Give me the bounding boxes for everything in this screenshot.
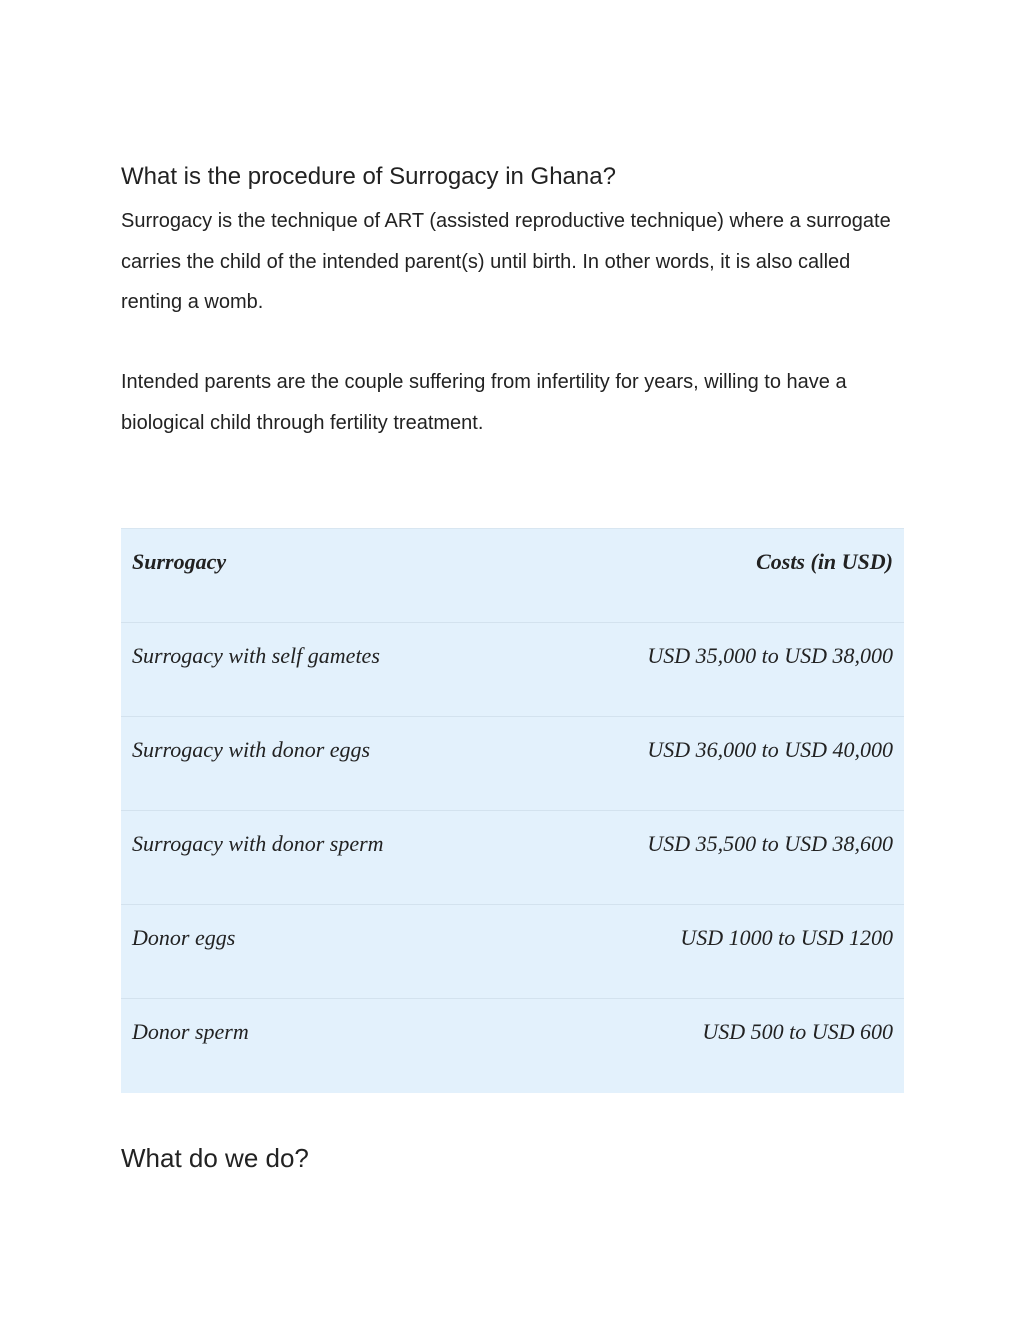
table-row [121,905,904,999]
table-row [121,717,904,811]
row-cost: USD 500 to USD 600 [517,999,904,1093]
surrogacy-cost-table [121,528,904,1093]
table-row [121,623,904,717]
what-we-do-heading: What do we do? [121,1143,309,1173]
row-cost: USD 1000 to USD 1200 [517,905,904,999]
row-label: Surrogacy with donor sperm [121,811,517,905]
row-label: Surrogacy with donor eggs [121,717,517,811]
row-label: Donor eggs [121,905,517,999]
row-label: Surrogacy with self gametes [121,623,517,717]
table-row [121,999,904,1093]
intro-paragraph: Surrogacy is the technique of ART (assisted reproductive technique) where a surrogate carries the child of the intended parent(s) until birth. In other words, it is also called renting a womb. [121,210,891,313]
row-cost: USD 35,000 to USD 38,000 [517,623,904,717]
table-row [121,811,904,905]
intended-parents-paragraph: Intended parents are the couple suffering from infertility for years, willing to have a biological child through fertility treatment. [121,371,847,434]
row-cost: USD 36,000 to USD 40,000 [517,717,904,811]
header-costs: Costs (in USD) [517,529,904,623]
row-cost: USD 35,500 to USD 38,600 [517,811,904,905]
header-surrogacy: Surrogacy [121,529,517,623]
row-label: Donor sperm [121,999,517,1093]
table-header-row [121,529,904,623]
section-heading: What is the procedure of Surrogacy in Ghana? [121,163,616,190]
